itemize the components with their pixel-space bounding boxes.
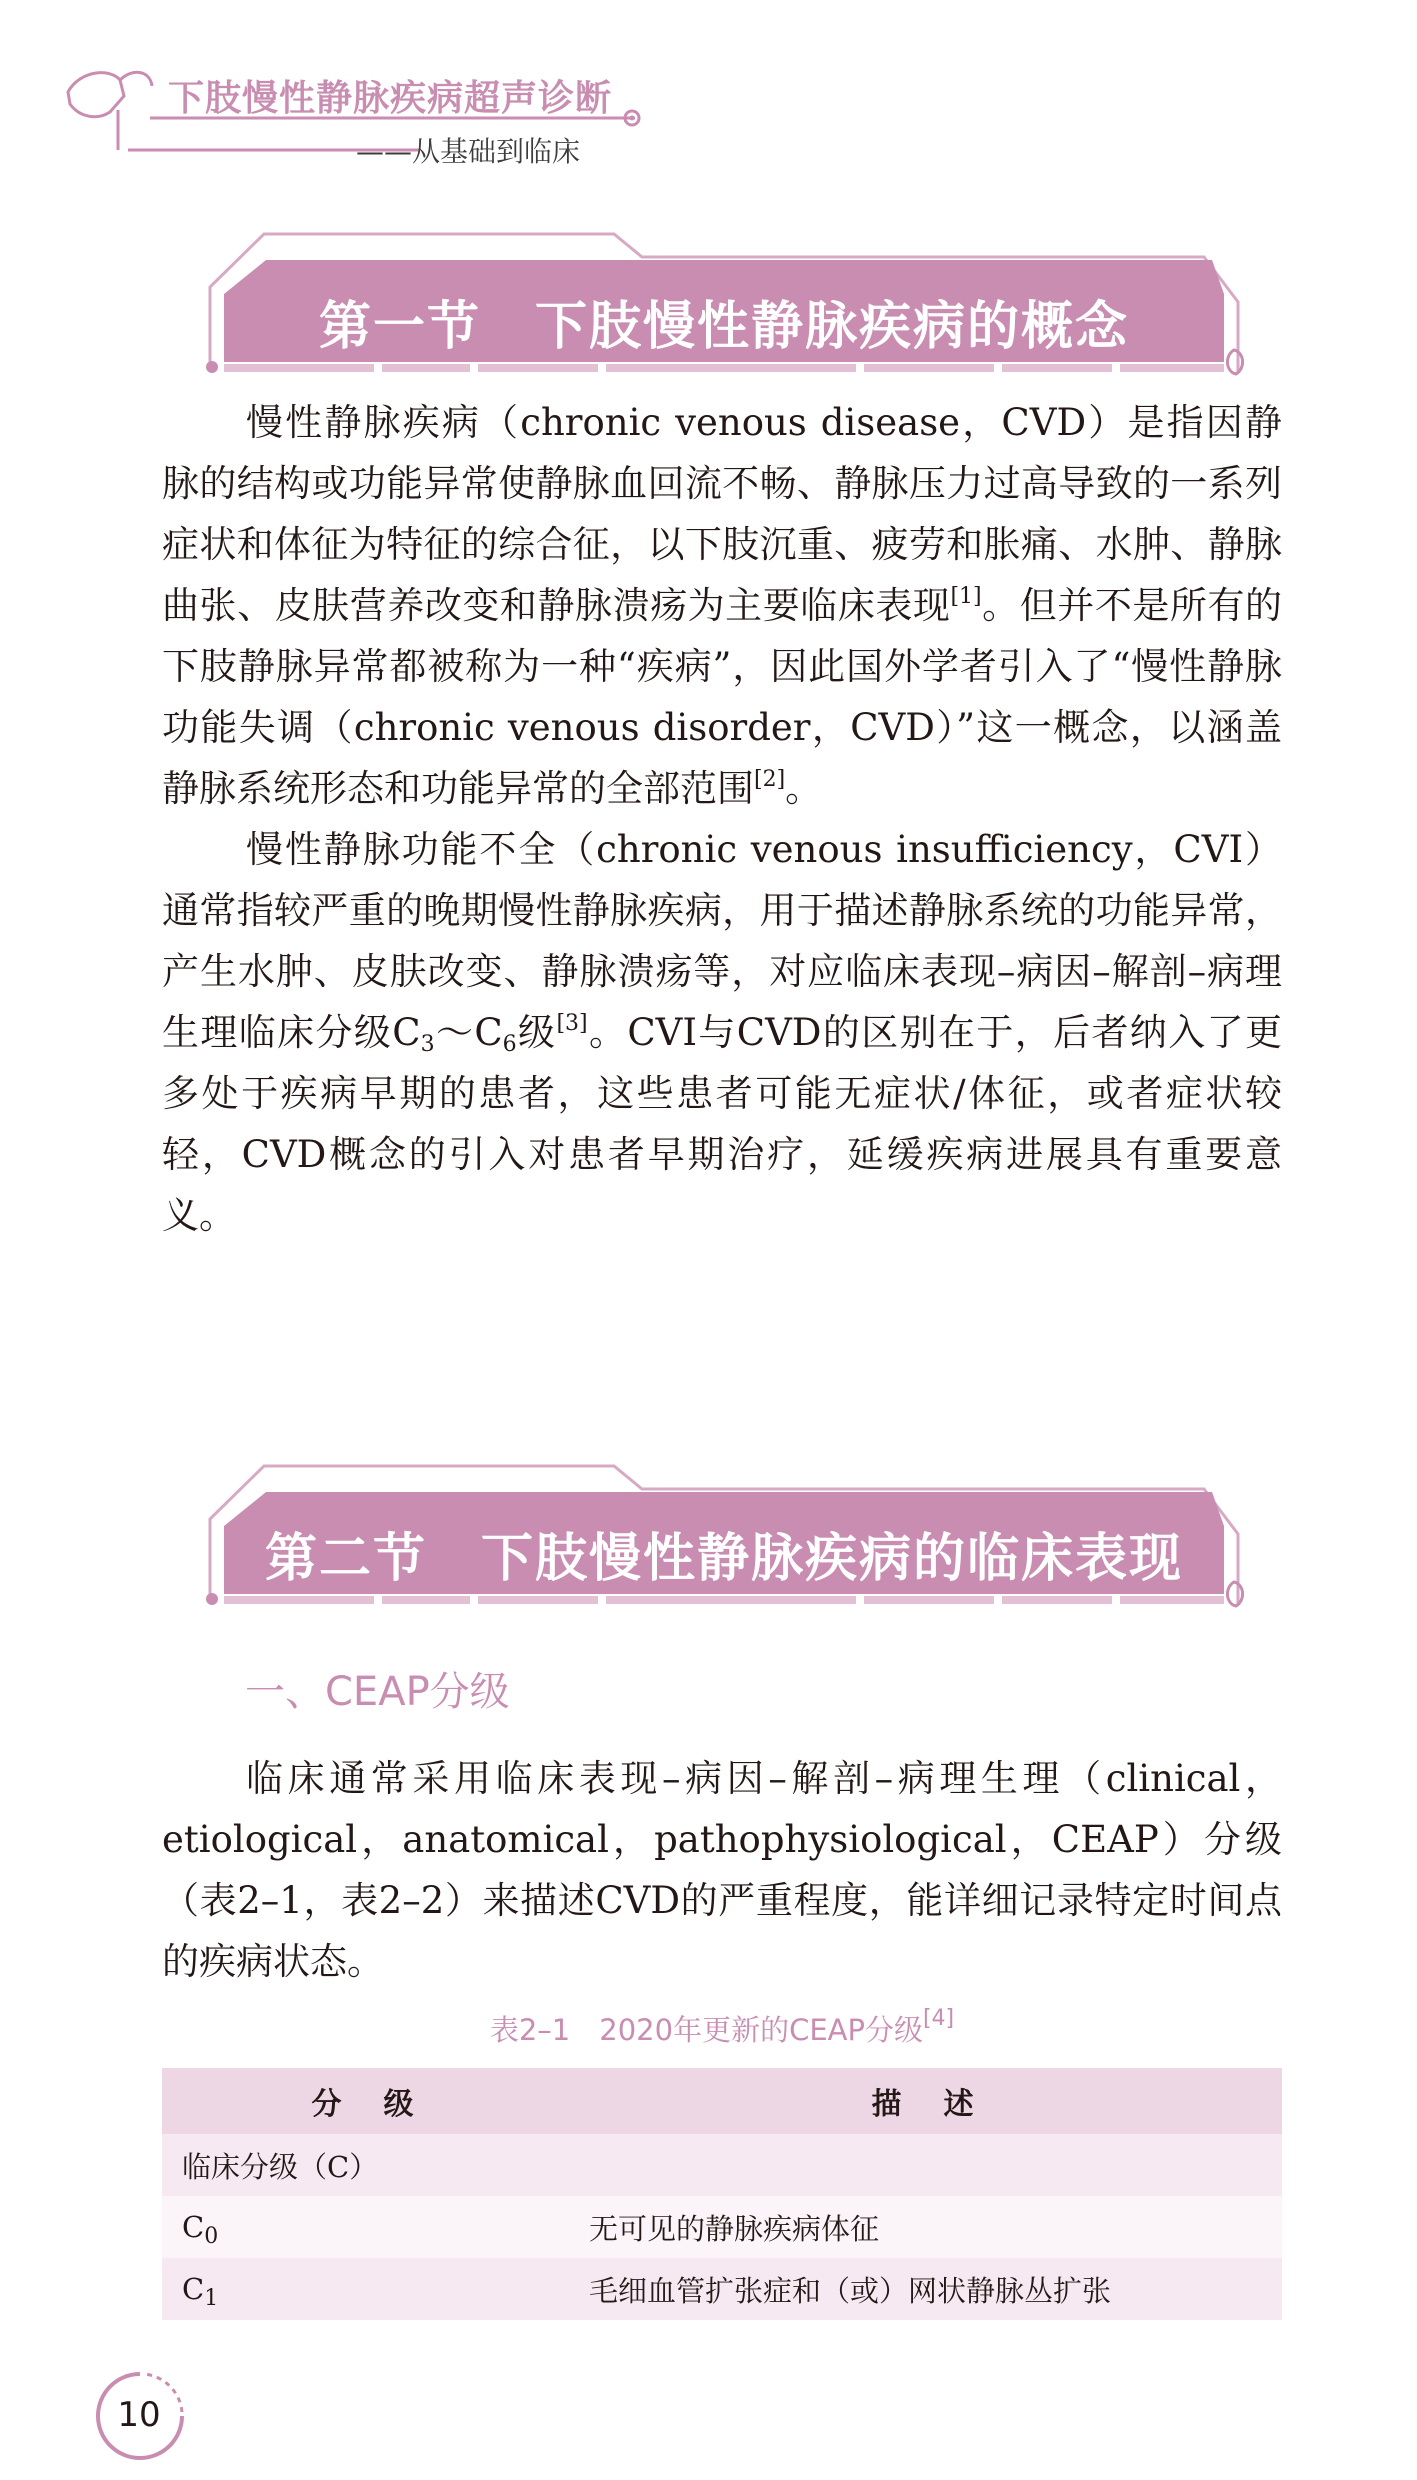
column-header-grade: 分 级 (162, 2068, 569, 2134)
paragraph-cvi-definition: 慢性静脉功能不全（chronic venous insufficiency，CVI）通常指较严重的晚期慢性静脉疾病，用于描述静脉系统的功能异常，产生水肿、皮肤改变、静脉溃疡等，对应临床表现–病因–解剖–病理生理临床分级$C_3\sim C_6$级[3]。CVI与CVD的区别在于，后者纳入了更多处于疾病早期的患者，这些患者可能无症状/体征，或者症状较轻，CVD概念的引入对患者早期治疗，延缓疾病进展具有重要意义。 (162, 828, 1283, 1237)
citation-4: [4] (922, 2006, 955, 2031)
table-row (162, 2134, 1282, 2196)
table-header-row (162, 2068, 1282, 2134)
paragraph-ceap-intro: 临床通常采用临床表现–病因–解剖–病理生理（clinical，etiological，anatomical，pathophysiological，CEAP）分级（表2–1，表2–2）来描述CVD的严重程度，能详细记录特定时间点的疾病状态。 (162, 1757, 1282, 1983)
table-caption: 表2–1 2020年更新的CEAP分级[4] (489, 2006, 955, 2047)
section-1-banner (204, 222, 1244, 382)
ceap-table (162, 2068, 1282, 2320)
section-2-title: 第二节 下肢慢性静脉疾病的临床表现 (264, 1529, 1183, 1589)
citation-1: [1] (950, 584, 982, 609)
section-2-banner (204, 1454, 1244, 1614)
subheading-ceap: 一、CEAP分级 (245, 1669, 510, 1715)
grade-cell: $C_1$ (162, 2258, 569, 2320)
citation-2: [2] (754, 767, 786, 792)
running-header-title: 下肢慢性静脉疾病超声诊断 (168, 78, 613, 119)
stethoscope-icon (68, 73, 124, 117)
table-group-label: 临床分级（C） (162, 2134, 1282, 2196)
column-header-description: 描 述 (569, 2068, 1282, 2134)
section-1-title: 第一节 下肢慢性静脉疾病的概念 (318, 297, 1129, 357)
running-header-subtitle: ——从基础到临床 (356, 135, 581, 168)
table-row (162, 2258, 1282, 2320)
section-2-body (162, 1748, 1282, 1992)
paragraph-cvd-definition: 慢性静脉疾病（chronic venous disease，CVD）是指因静脉的结构或功能异常使静脉血回流不畅、静脉压力过高导致的一系列症状和体征为特征的综合征，以下肢沉重、疲劳和胀痛、水肿、静脉曲张、皮肤营养改变和静脉溃疡为主要临床表现[1]。但并不是所有的下肢静脉异常都被称为一种“疾病”，因此国外学者引入了“慢性静脉功能失调（chronic venous disorder，CVD）”这一概念，以涵盖静脉系统形态和功能异常的全部范围[2]。 (162, 401, 1283, 810)
grade-cell: $C_0$ (162, 2196, 569, 2258)
table-row (162, 2196, 1282, 2258)
description-cell: 毛细血管扩张症和（或）网状静脉丛扩张 (569, 2258, 1282, 2320)
page-number: 10 (117, 2395, 161, 2435)
description-cell: 无可见的静脉疾病体征 (569, 2196, 1282, 2258)
section-1-body (162, 392, 1282, 1246)
citation-3: [3] (556, 1011, 588, 1036)
